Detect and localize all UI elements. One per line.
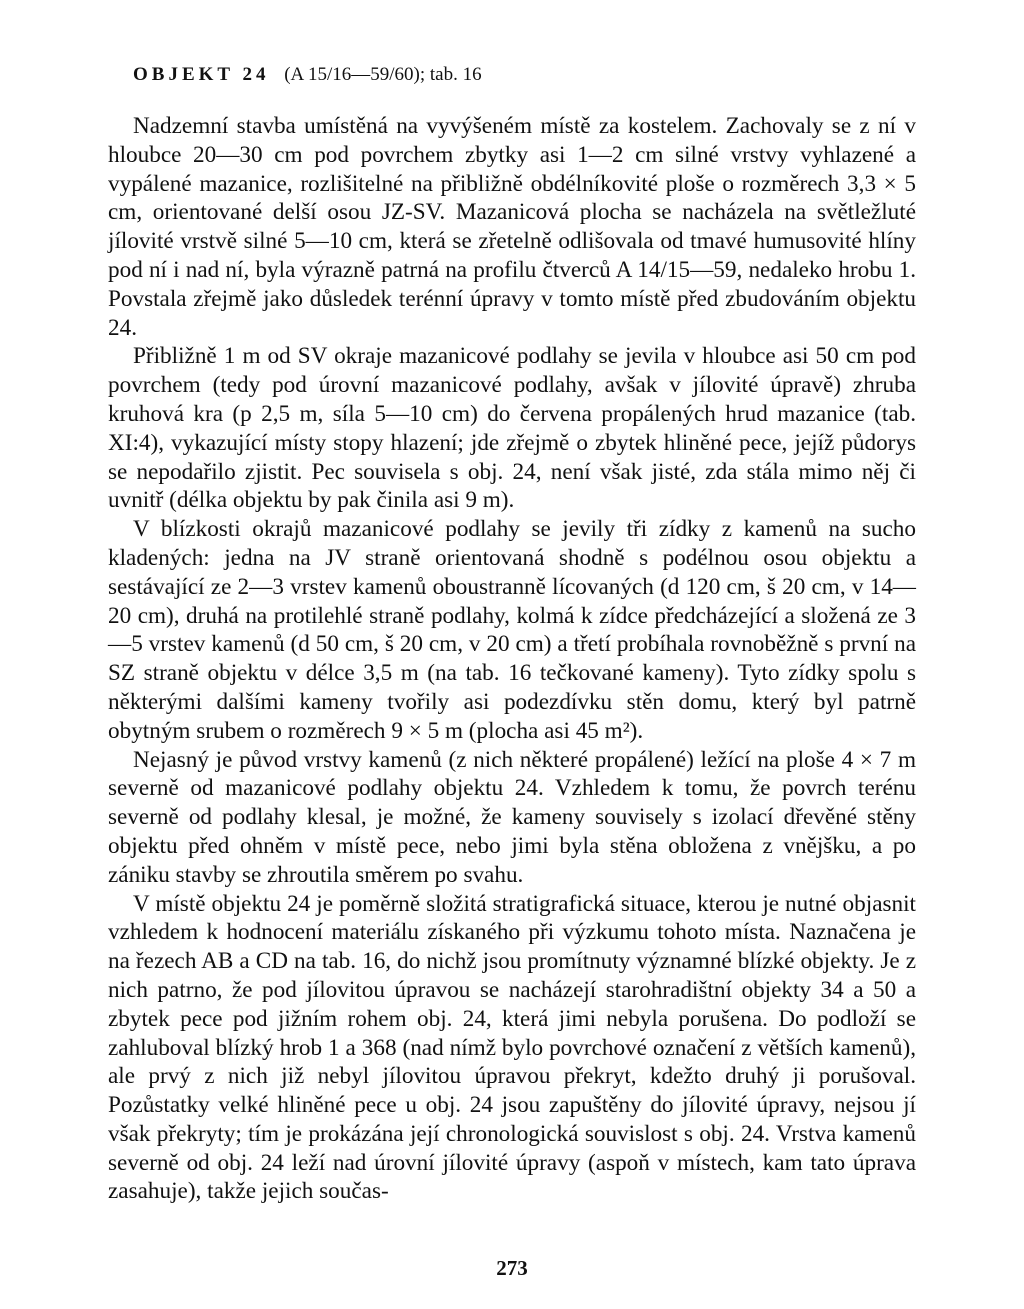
- paragraph-3: V blízkosti okrajů mazanicové podlahy se jevily tři zídky z kamenů na sucho kladených: jedna na JV straně orientovaná shodně s podélnou osou objektu a sestávající ze 2—3 vrstev kamenů oboustranně lícovaných (d 120 cm, š 20 cm, v 14—20 cm), druhá na protilehlé straně podlahy, kolmá k zídce předcházející a složená ze 3—5 vrstev kamenů (d 50 cm, š 20 cm, v 20 cm) a třetí probíhala rovnoběžně s první na SZ straně objektu v délce 3,5 m (na tab. 16 tečkované kameny). Tyto zídky spolu s některými dalšími kameny tvořily asi podezdívku stěn domu, který byl patrně obytným srubem o rozměrech 9 × 5 m (plocha asi 45 m²).: [108, 516, 916, 744]
- paragraph-1: Nadzemní stavba umístěná na vyvýšeném místě za kostelem. Zachovaly se z ní v hloubce 20—30 cm pod povrchem zbytky asi 1—2 cm silné vrstvy vyhlazené a vypálené mazanice, rozlišitelné na přibližně obdélníkovité ploše o rozměrech 3,3 × 5 cm, orientované delší osou JZ-SV. Mazanicová plocha se nacházela na světležluté jílovité vrstvě silné 5—10 cm, která se zřetelně odlišovala od tmavé humusovité hlíny pod ní i nad ní, byla výrazně patrná na profilu čtverců A 14/15—59, nedaleko hrobu 1. Povstala zřejmě jako důsledek terénní úpravy v tomto místě před zbudováním objektu 24.: [108, 113, 916, 341]
- paragraph-2: Přibližně 1 m od SV okraje mazanicové podlahy se jevila v hloubce asi 50 cm pod povrchem (tedy pod úrovní mazanicové podlahy, avšak v jílovité úpravě) zhruba kruhová kra (p 2,5 m, síla 5—10 cm) do červena propálených hrud mazanice (tab. XI:4), vykazující místy stopy hlazení; jde zřejmě o zbytek hliněné pece, jejíž půdorys se nepodařilo zjistit. Pec souvisela s obj. 24, není však jisté, zda stála mimo něj či uvnitř (délka objektu by pak činila asi 9 m).: [108, 343, 916, 514]
- paragraph-5: V místě objektu 24 je poměrně složitá stratigrafická situace, kterou je nutné objasnit vzhledem k hodnocení materiálu získaného při výzkumu tohoto místa. Naznačena je na řezech AB a CD na tab. 16, do nichž jsou promítnuty významné blízké objekty. Je z nich patrno, že pod jílovitou úpravou se nacházejí starohradištní objekty 34 a 50 a zbytek pece pod jižním rohem obj. 24, která jimi nebyla porušena. Do podloží se zahluboval blízký hrob 1 a 368 (nad nímž bylo povrchové označení z větších kamenů), ale prvý z nich již nebyl jílovitou úpravou překryt, kdežto druhý ji porušoval. Pozůstatky velké hliněné pece u obj. 24 jsou zapuštěny do jílovité úpravy, nejsou jí však překryty; tím je prokázána její chronologická souvislost s obj. 24. Vrstva kamenů severně od obj. 24 leží nad úrovní jílovité úpravy (aspoň v místech, kam tato úprava zasahuje), takže jejich součas-: [108, 890, 916, 1205]
- heading-reference: (A 15/16—59/60); tab. 16: [284, 64, 482, 85]
- heading-title: OBJEKT 24: [133, 64, 270, 85]
- body-text: [108, 112, 916, 1206]
- page-number: 273: [496, 1256, 528, 1280]
- paragraph-4: Nejasný je původ vrstvy kamenů (z nich některé propálené) ležící na ploše 4 × 7 m severně od mazanicové podlahy objektu 24. Vzhledem k tomu, že povrch terénu severně od podlahy klesal, je možné, že kameny souvisely s izolací dřevěné stěny objektu před ohněm v místě pece, nebo jimi byla stěna obložena z vnějšku, a po zániku stavby se zhroutila směrem po svahu.: [108, 746, 916, 888]
- section-heading: [133, 62, 482, 88]
